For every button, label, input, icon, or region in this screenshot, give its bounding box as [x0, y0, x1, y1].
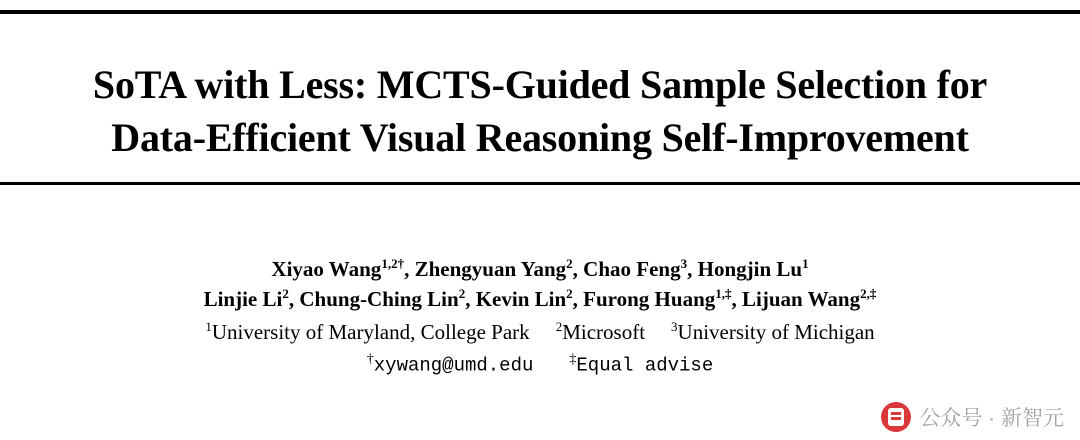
contact-line — [0, 350, 1080, 380]
author-affiliation-marker: 2 — [566, 286, 573, 302]
email-marker: † — [366, 352, 374, 368]
watermark — [881, 402, 1064, 432]
affiliation-marker: 1 — [205, 319, 212, 334]
author-name: Furong Huang — [583, 287, 716, 312]
author-name: Zhengyuan Yang — [414, 257, 567, 282]
title-line-2: Data-Efficient Visual Reasoning Self-Improvement — [111, 115, 969, 161]
affiliation-line — [0, 317, 1080, 347]
watermark-logo-icon — [881, 402, 911, 432]
contact-email[interactable]: xywang@umd.edu — [373, 354, 534, 377]
author-separator: , — [572, 287, 584, 312]
author-affiliation-marker: 1 — [802, 256, 809, 272]
author-separator: , — [404, 257, 415, 282]
equal-advise-marker: ‡ — [569, 352, 577, 368]
author-affiliation-marker: 2 — [458, 286, 466, 302]
author-separator: , — [572, 257, 584, 282]
affiliation-name: University of Michigan — [677, 320, 875, 344]
authors-block — [0, 255, 1080, 380]
author-name: Xiyao Wang — [271, 257, 382, 282]
author-affiliation-marker: 1,2† — [381, 256, 405, 272]
top-rule — [0, 10, 1080, 14]
author-separator: , — [465, 287, 476, 312]
author-affiliation-marker: 3 — [680, 256, 688, 272]
author-name: Lijuan Wang — [742, 287, 861, 312]
equal-advise-note: Equal advise — [576, 354, 714, 377]
author-affiliation-marker: 1,‡ — [715, 286, 732, 302]
author-affiliation-marker: 2 — [566, 256, 573, 272]
author-affiliation-marker: 2,‡ — [860, 286, 877, 302]
affiliation-marker: 2 — [555, 319, 563, 334]
author-separator: , — [288, 287, 300, 312]
bottom-rule — [0, 182, 1080, 185]
affiliation-name: University of Maryland, College Park — [211, 320, 530, 344]
page-title — [22, 58, 1058, 164]
affiliation-name: Microsoft — [562, 320, 646, 344]
author-name: Chao Feng — [583, 257, 681, 282]
paper-header-page — [0, 10, 1080, 440]
author-separator: , — [687, 257, 698, 282]
author-name: Hongjin Lu — [697, 257, 803, 282]
author-name: Chung-Ching Lin — [299, 287, 459, 312]
author-line-1 — [0, 255, 1080, 285]
author-name: Linjie Li — [203, 287, 283, 312]
author-separator: , — [731, 287, 743, 312]
author-name: Kevin Lin — [475, 287, 567, 312]
watermark-text: 公众号 · 新智元 — [919, 407, 1064, 430]
title-line-1: SoTA with Less: MCTS-Guided Sample Selection for — [92, 62, 988, 107]
author-affiliation-marker: 2 — [282, 286, 289, 302]
affiliation-marker: 3 — [671, 319, 678, 334]
author-line-2 — [0, 285, 1080, 315]
